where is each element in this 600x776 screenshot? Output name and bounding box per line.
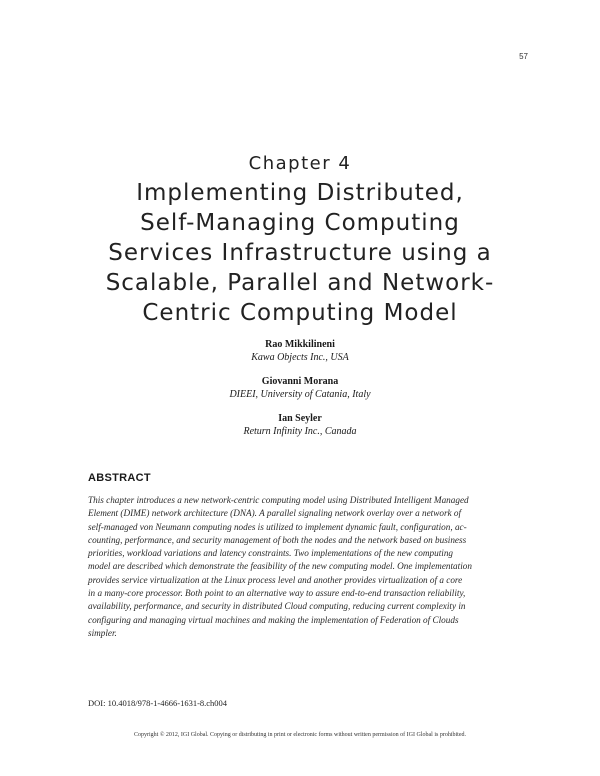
abstract-line: self-managed von Neumann computing nodes is utilized to implement dynamic fault, configuration, ac- — [88, 521, 467, 532]
abstract-line: provides service virtualization at the Linux process level and another provides virtualization of a core — [88, 574, 463, 585]
abstract-heading: ABSTRACT — [88, 472, 151, 484]
author-name: Ian Seyler — [278, 413, 322, 424]
abstract-line: counting, performance, and security management of both the nodes and the network based on business — [88, 534, 467, 545]
author-block — [0, 412, 600, 438]
abstract-line: configuring and managing virtual machines and making the implementation of Federation of Clouds — [88, 614, 459, 625]
title-line: Centric Computing Model — [142, 300, 458, 326]
page-number: 57 — [519, 52, 528, 61]
author-list — [0, 338, 600, 449]
author-name: Rao Mikkilineni — [265, 339, 335, 350]
abstract-line: priorities, workload variations and latency constraints. Two implementations of the new computing — [88, 548, 454, 559]
author-affiliation: Return Infinity Inc., Canada — [243, 426, 357, 437]
title-line: Self-Managing Computing — [140, 210, 460, 236]
copyright-notice: Copyright © 2012, IGI Global. Copying or distributing in print or electronic forms without written permission of IGI Global is prohibited. — [133, 732, 466, 738]
title-line: Implementing Distributed, — [136, 180, 464, 206]
chapter-label: Chapter 4 — [248, 153, 352, 174]
abstract-line: model are described which demonstrate the feasibility of the new computing model. One implementation — [88, 561, 472, 572]
doi-label: DOI: 10.4018/978-1-4666-1631-8.ch004 — [88, 698, 228, 708]
author-block — [0, 375, 600, 401]
author-name: Giovanni Morana — [261, 376, 339, 387]
abstract-line: availability, performance, and security in distributed Cloud computing, reducing current complexity in — [88, 601, 466, 612]
chapter-title — [60, 178, 540, 328]
abstract-body — [88, 494, 532, 640]
title-line: Scalable, Parallel and Network- — [105, 270, 495, 296]
author-affiliation: Kawa Objects Inc., USA — [251, 352, 349, 363]
author-block — [0, 338, 600, 364]
title-line: Services Infrastructure using a — [108, 240, 492, 266]
abstract-line: in a many-core processor. Both point to an alternative way to assure end-to-end transaction reliability, — [88, 588, 466, 599]
abstract-line: This chapter introduces a new network-centric computing model using Distributed Intelligent Managed — [88, 495, 469, 505]
abstract-line: Element (DIME) network architecture (DNA). A parallel signaling network overlay over a network of — [88, 508, 462, 519]
abstract-line: simpler. — [88, 627, 117, 638]
author-affiliation: DIEEI, University of Catania, Italy — [229, 389, 371, 400]
